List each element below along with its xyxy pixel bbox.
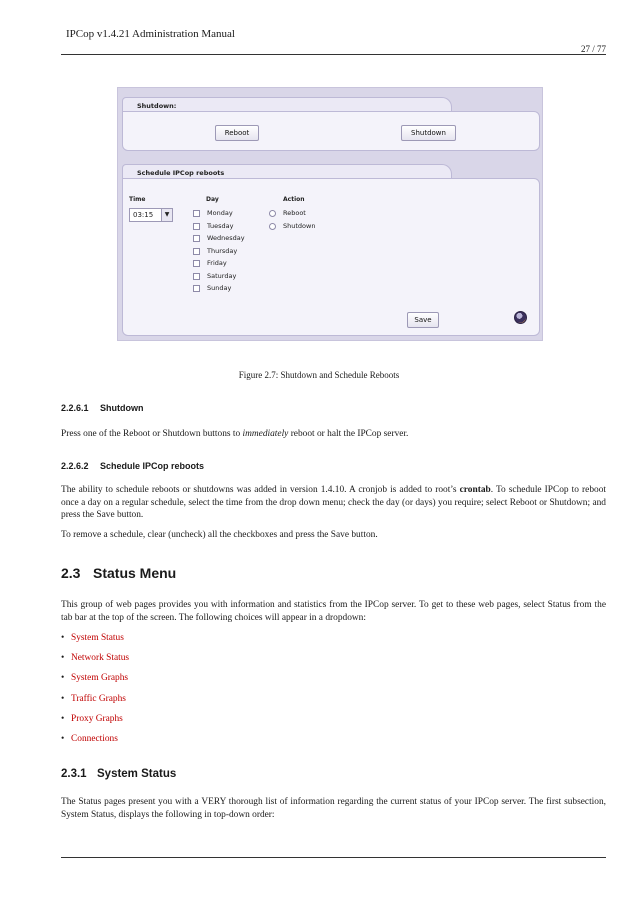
status-menu-list — [61, 633, 129, 754]
paragraph-remove-schedule: To remove a schedule, clear (uncheck) all the checkboxes and press the Save button. — [61, 530, 378, 540]
radio[interactable] — [269, 210, 276, 217]
ipcop-logo-icon — [514, 311, 527, 324]
time-label: Time — [129, 196, 146, 203]
shutdown-button[interactable]: Shutdown — [401, 125, 456, 141]
section-heading-system-status: 2.3.1 System Status — [61, 768, 177, 780]
link-system-status[interactable]: System Status — [71, 633, 124, 643]
checkbox[interactable] — [193, 210, 200, 217]
schedule-tab: Schedule IPCop reboots — [122, 164, 452, 178]
link-connections[interactable]: Connections — [71, 733, 118, 744]
checkbox[interactable] — [193, 273, 200, 280]
list-item: • Traffic Graphs — [61, 693, 126, 704]
checkbox[interactable] — [193, 223, 200, 230]
link-proxy-graphs[interactable]: Proxy Graphs — [71, 713, 123, 724]
reboot-button[interactable]: Reboot — [215, 125, 259, 141]
section-heading-shutdown: 2.2.6.1 Shutdown — [61, 403, 144, 413]
save-button[interactable]: Save — [407, 312, 439, 328]
section-heading-status-menu: 2.3 Status Menu — [61, 565, 177, 581]
list-item: • Network Status — [61, 653, 130, 664]
paragraph-schedule: The ability to schedule reboots or shutdowns was added in version 1.4.10. A cronjob is added to root’s crontab. To schedule IPCop to reboot once a day on a regular schedule, select the time from the drop down menu; check the day (or days) you require; select Reboot or Shutdown; and press the Save button. — [61, 485, 606, 521]
schedule-panel — [122, 178, 540, 336]
list-item: • Proxy Graphs — [61, 713, 123, 724]
paragraph-status-menu: This group of web pages provides you with information and statistics from the IPCop server. To get to these web pages, select Status from the tab bar at the top of the screen. The following choices will appear in a dropdown: — [61, 600, 606, 623]
checkbox[interactable] — [193, 260, 200, 267]
figure-caption: Figure 2.7: Shutdown and Schedule Reboots — [238, 370, 400, 380]
list-item: • System Graphs — [61, 673, 129, 684]
link-traffic-graphs[interactable]: Traffic Graphs — [71, 693, 126, 704]
radio[interactable] — [269, 223, 276, 230]
checkbox[interactable] — [193, 248, 200, 255]
shutdown-panel — [122, 111, 540, 151]
link-system-graphs[interactable]: System Graphs — [71, 673, 129, 684]
shutdown-screenshot: Shutdown: Reboot Shutdown Schedule IPCop reboots Time 03:15 ▼ Day Monday Tuesday Wednesday Thursday Friday Saturday Sunday Action Reboot Shutdown Save — [117, 87, 543, 341]
time-select[interactable] — [129, 208, 173, 222]
checkbox[interactable] — [193, 285, 200, 292]
action-label: Action — [283, 196, 305, 203]
section-heading-schedule: 2.2.6.2 Schedule IPCop reboots — [61, 461, 205, 471]
paragraph-system-status: The Status pages present you with a VERY thorough list of information regarding the current status of your IPCop server. The first subsection, System Status, displays the following in top-down order: — [61, 797, 606, 820]
day-label: Day — [206, 196, 219, 203]
checkbox[interactable] — [193, 235, 200, 242]
running-header-title: IPCop v1.4.21 Administration Manual — [66, 28, 235, 40]
list-item: • System Status — [61, 633, 124, 643]
link-network-status[interactable]: Network Status — [71, 653, 130, 664]
paragraph-shutdown: Press one of the Reboot or Shutdown buttons to immediately reboot or halt the IPCop server. — [61, 429, 409, 439]
shutdown-tab: Shutdown: — [122, 97, 452, 111]
time-value: 03:15 — [133, 211, 154, 219]
list-item: • Connections — [61, 733, 118, 744]
footer-rule — [61, 857, 606, 858]
chevron-down-icon: ▼ — [161, 209, 172, 221]
header-rule — [61, 54, 606, 55]
page-number: 27 / 77 — [580, 44, 606, 54]
